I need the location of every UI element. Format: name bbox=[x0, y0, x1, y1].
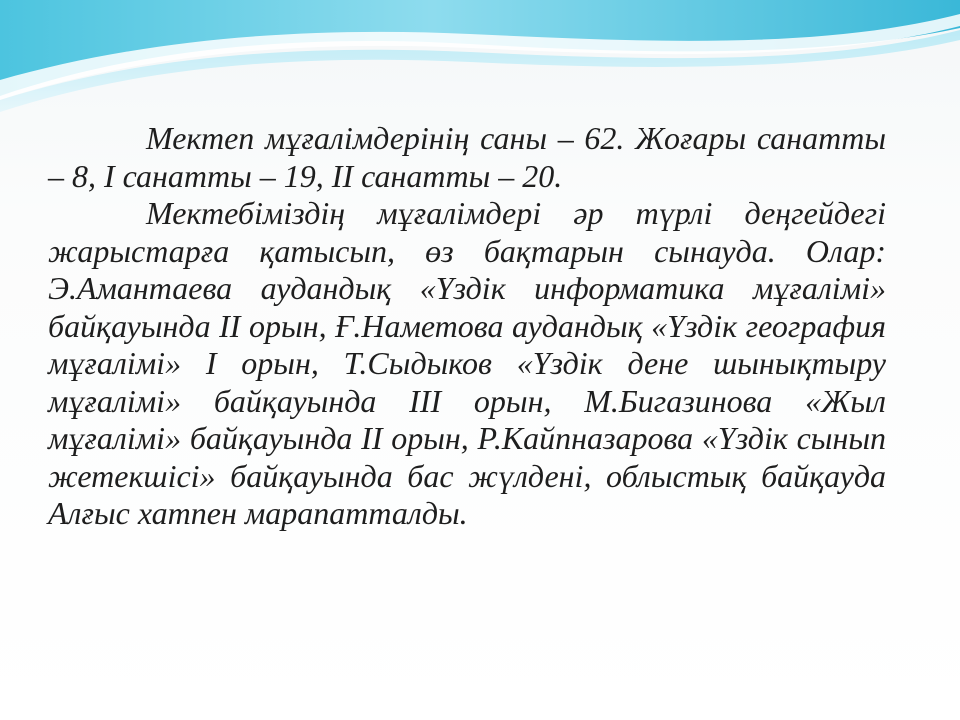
teachers-achievements-paragraph: Мектебіміздің мұғалімдері әр түрлі деңгейдегі жарыстарға қатысып, өз бақтарын сынауда. Олар: Э.Амантаева аудандық «Үздік информатика мұғалімі» байқауында ІІ орын, Ғ.Наметова аудандық «Үздік география мұғалімі» І орын, Т.Сыдыков «Үздік дене шынықтыру мұғалімі» байқауында ІІІ орын, М.Бигазинова «Жыл мұғалімі» байқауында ІІ орын, Р.Кайпназарова «Үздік сынып жетекшісі» байқауында бас жүлдені, облыстық байқауда Алғыс хатпен марапатталды. bbox=[48, 195, 886, 531]
teachers-count-paragraph: Мектеп мұғалімдерінің саны – 62. Жоғары санатты – 8, І санатты – 19, ІІ санатты – 20. bbox=[48, 120, 886, 194]
header-wave-decoration bbox=[0, 0, 960, 120]
slide-text-body bbox=[48, 120, 886, 600]
